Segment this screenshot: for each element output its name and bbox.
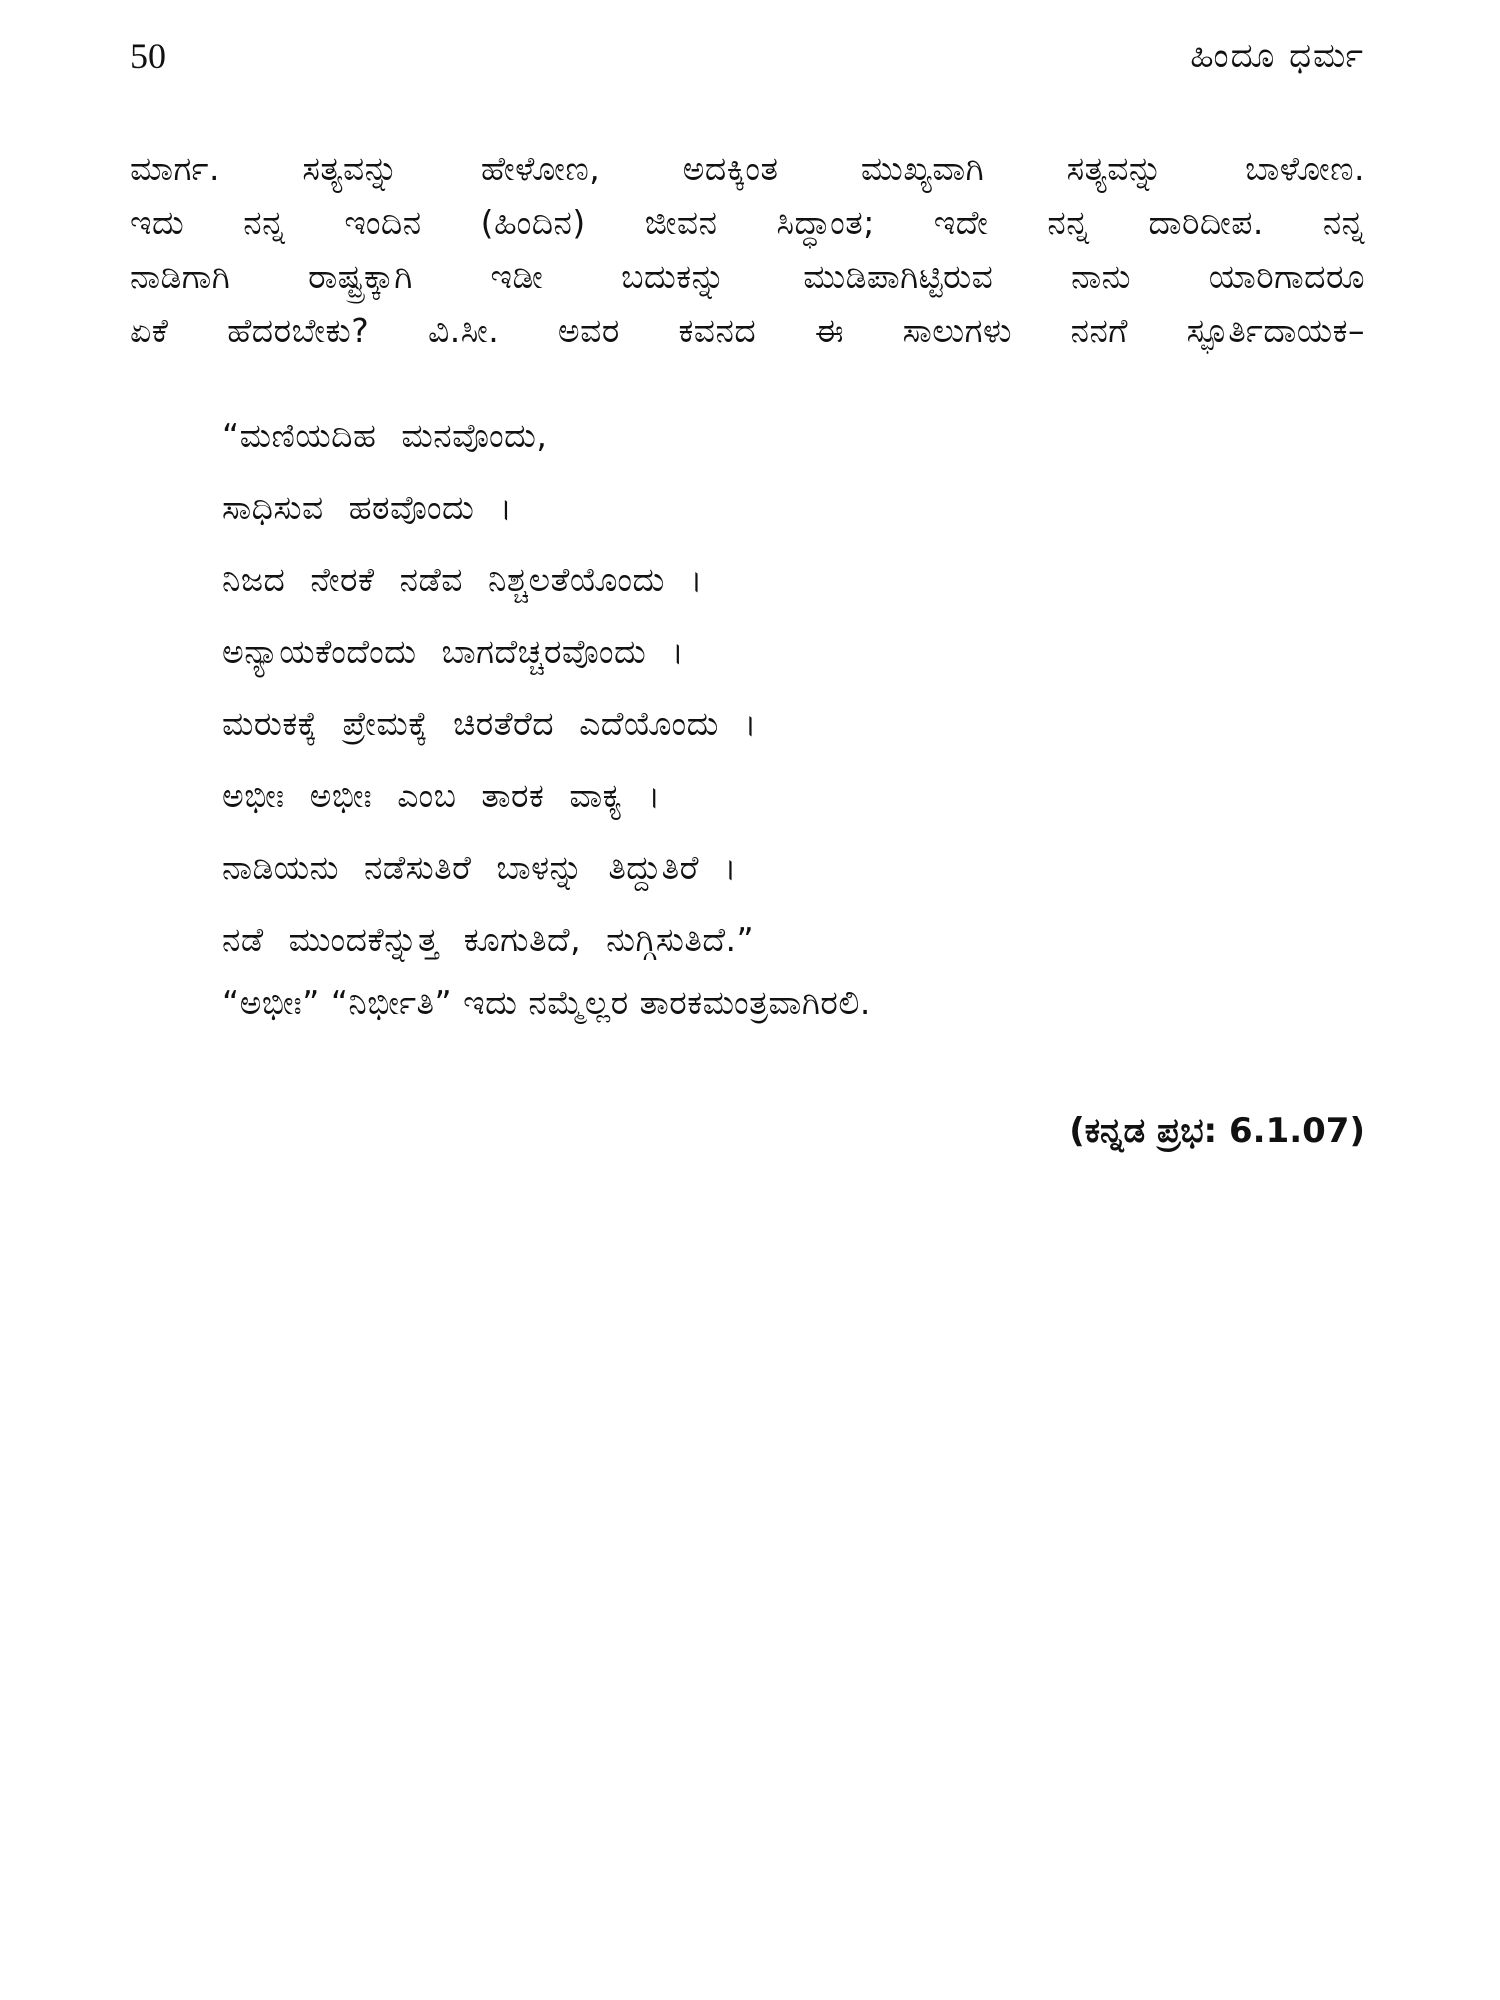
closing-line: “ಅಭೀಃ” “ನಿರ್ಭೀತಿ” ಇದು ನಮ್ಮೆಲ್ಲರ ತಾರಕಮಂತ್ರವಾಗಿರಲಿ.	[222, 983, 871, 1022]
paragraph-line: ಇದು ನನ್ನ ಇಂದಿನ (ಹಿಂದಿನ) ಜೀವನ ಸಿದ್ಧಾಂತ; ಇದೇ ನನ್ನ ದಾರಿದೀಪ. ನನ್ನ	[130, 203, 1365, 242]
poem-line: ಅನ್ಯಾಯಕೆಂದೆಂದು ಬಾಗದೆಚ್ಚರವೊಂದು ।	[222, 632, 685, 671]
poem-line: ನಡೆ ಮುಂದಕೆನ್ನುತ್ತ ಕೂಗುತಿದೆ, ನುಗ್ಗಿಸುತಿದೆ.”	[222, 920, 755, 959]
page-number: 50	[130, 36, 166, 76]
body-paragraph	[130, 142, 1365, 358]
poem-line: ಅಭೀಃ ಅಭೀಃ ಎಂಬ ತಾರಕ ವಾಕ್ಯ ।	[222, 776, 661, 815]
poem-line: ಸಾಧಿಸುವ ಹಠವೊಂದು ।	[222, 488, 513, 527]
paragraph-line: ಮಾರ್ಗ. ಸತ್ಯವನ್ನು ಹೇಳೋಣ, ಅದಕ್ಕಿಂತ ಮುಖ್ಯವಾಗಿ ಸತ್ಯವನ್ನು ಬಾಳೋಣ.	[130, 149, 1365, 188]
poem-line: “ಮಣಿಯದಿಹ ಮನವೊಂದು,	[222, 416, 548, 455]
source-citation: (ಕನ್ನಡ ಪ್ರಭ: 6.1.07)	[1069, 1111, 1365, 1151]
poem-line: ನಿಜದ ನೇರಕೆ ನಡೆವ ನಿಶ್ಚಲತೆಯೊಂದು ।	[222, 560, 703, 599]
poem-quotation	[222, 400, 1322, 976]
running-title: ಹಿಂದೂ ಧರ್ಮ	[1190, 36, 1365, 76]
paragraph-line: ಏಕೆ ಹೆದರಬೇಕು? ವಿ.ಸೀ. ಅವರ ಕವನದ ಈ ಸಾಲುಗಳು ನನಗೆ ಸ್ಫೂರ್ತಿದಾಯಕ–	[130, 311, 1365, 350]
poem-line: ಮರುಕಕ್ಕೆ ಪ್ರೇಮಕ್ಕೆ ಚಿರತೆರೆದ ಎದೆಯೊಂದು ।	[222, 704, 757, 743]
paragraph-line: ನಾಡಿಗಾಗಿ ರಾಷ್ಟ್ರಕ್ಕಾಗಿ ಇಡೀ ಬದುಕನ್ನು ಮುಡಿಪಾಗಿಟ್ಟಿರುವ ನಾನು ಯಾರಿಗಾದರೂ	[130, 257, 1365, 296]
poem-line: ನಾಡಿಯನು ನಡೆಸುತಿರೆ ಬಾಳನ್ನು ತಿದ್ದುತಿರೆ ।	[222, 848, 737, 887]
